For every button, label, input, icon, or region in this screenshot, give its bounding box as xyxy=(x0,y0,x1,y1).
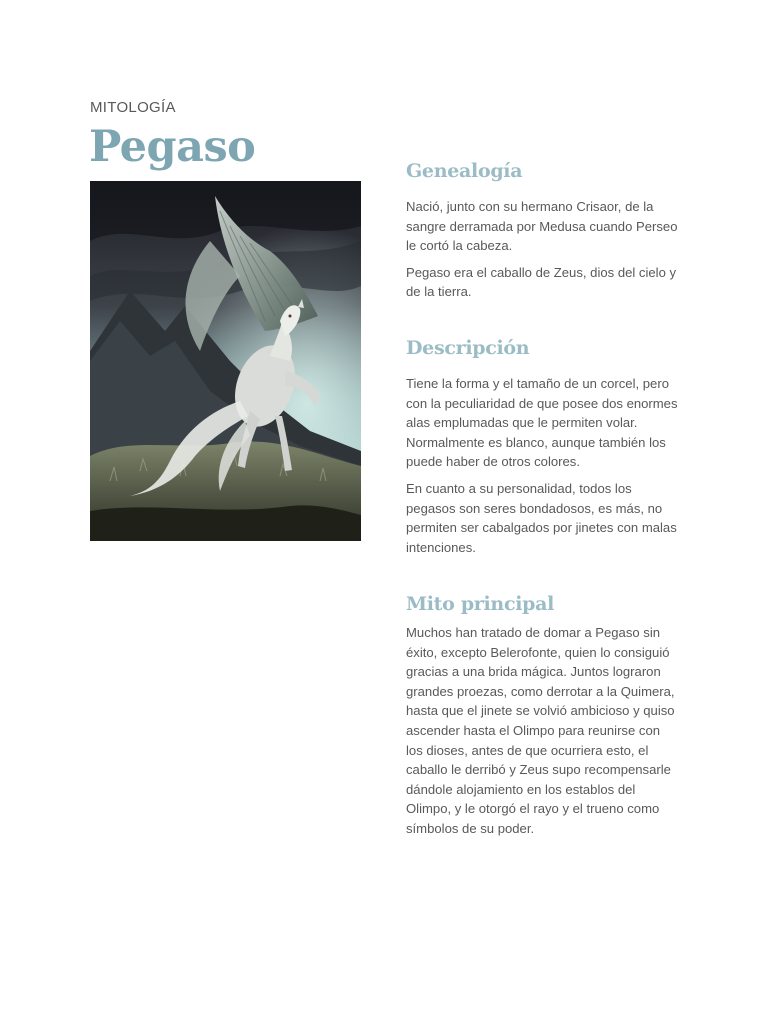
paragraph: Pegaso era el caballo de Zeus, dios del cielo y de la tierra. xyxy=(406,264,677,300)
page-title: Pegaso xyxy=(89,122,256,172)
section-heading-genealogia: Genealogía xyxy=(406,160,523,182)
section-heading-descripcion: Descripción xyxy=(406,337,530,359)
category-label: MITOLOGÍA xyxy=(90,99,176,116)
paragraph: En cuanto a su personalidad, todos los pegasos son seres bondadosos, es más, no permiten ser cabalgados por jinetes con malas intenciones. xyxy=(406,480,677,555)
paragraph: Tiene la forma y el tamaño de un corcel, pero con la peculiaridad de que posee dos enormes alas emplumadas que le permiten volar. Normalmente es blanco, aunque también los puede haber de otros colores. xyxy=(406,376,678,470)
section-heading-mito-principal: Mito principal xyxy=(406,593,555,615)
pegasus-illustration xyxy=(90,181,361,541)
section-descripcion xyxy=(406,335,678,557)
section-genealogia xyxy=(406,158,678,302)
paragraph: Nació, junto con su hermano Crisaor, de la sangre derramada por Medusa cuando Perseo le cortó la cabeza. xyxy=(406,199,678,254)
section-mito-principal xyxy=(406,591,678,839)
paragraph: Muchos han tratado de domar a Pegaso sin éxito, excepto Belerofonte, quien lo consiguió gracias a una brida mágica. Juntos lograron grandes proezas, como derrotar a la Quimera, hasta que el jinete se volvió ambicioso y quiso ascender hasta el Olimpo para reunirse con los dioses, antes de que ocurriera esto, el caballo le derribó y Zeus supo recompensarle dándole alojamiento en los establos del Olimpo, y le otorgó el rayo y el trueno como símbolos de su poder. xyxy=(406,625,675,836)
